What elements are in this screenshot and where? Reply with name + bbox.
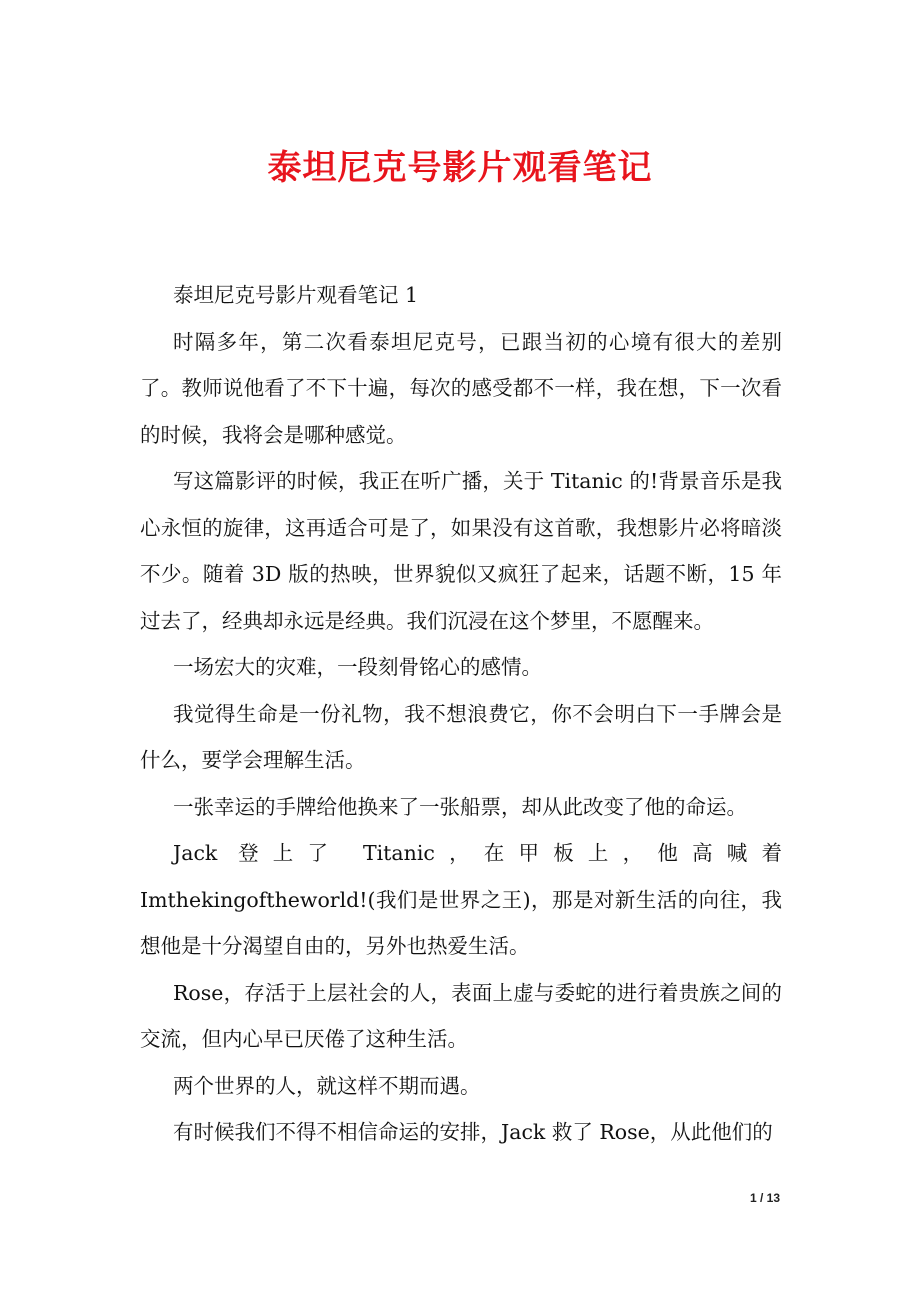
paragraph: 时隔多年，第二次看泰坦尼克号，已跟当初的心境有很大的差别了。教师说他看了不下十遍，每次的感受都不一样，我在想，下一次看的时候，我将会是哪种感觉。: [140, 329, 782, 447]
document-body: [140, 272, 782, 1156]
paragraph: Jack 登上了 Titanic，在甲板上，他高喊着 Imthekingoftheworld!(我们是世界之王)，那是对新生活的向往，我想他是十分渴望自由的，另外也热爱生活。: [140, 841, 782, 958]
paragraph: 写这篇影评的时候，我正在听广播，关于 Titanic 的!背景音乐是我心永恒的旋律，这再适合可是了，如果没有这首歌，我想影片必将暗淡不少。随着 3D 版的热映，世界貌似又疯狂了起来，话题不断，15 年过去了，经典却永远是经典。我们沉浸在这个梦里，不愿醒来。: [140, 469, 782, 633]
page-number: 1 / 13: [749, 1191, 780, 1205]
paragraph: Rose，存活于上层社会的人，表面上虚与委蛇的进行着贵族之间的交流，但内心早已厌倦了这种生活。: [140, 980, 782, 1051]
paragraph: 一场宏大的灾难，一段刻骨铭心的感情。: [173, 655, 542, 679]
paragraph: 两个世界的人，就这样不期而遇。: [173, 1073, 481, 1098]
document-title: 泰坦尼克号影片观看笔记: [267, 148, 653, 188]
paragraph-subtitle: 泰坦尼克号影片观看笔记 1: [173, 283, 419, 307]
paragraph: 有时候我们不得不相信命运的安排，Jack 救了 Rose，从此他们的: [173, 1120, 773, 1144]
paragraph: 一张幸运的手牌给他换来了一张船票，却从此改变了他的命运。: [173, 794, 747, 819]
paragraph: 我觉得生命是一份礼物，我不想浪费它，你不会明白下一手牌会是什么，要学会理解生活。: [140, 701, 782, 772]
